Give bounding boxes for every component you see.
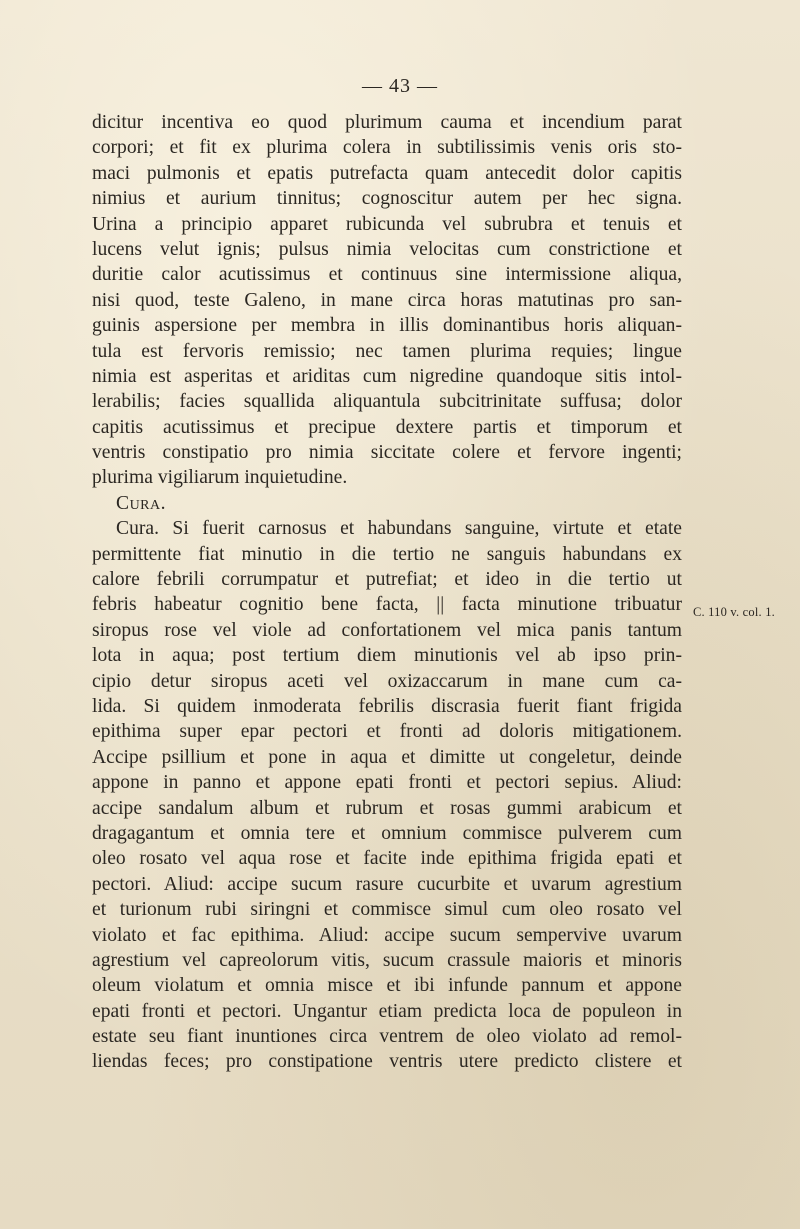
text-line: cipio detur siropus aceti vel oxizaccarum in mane cum ca- [92, 670, 682, 692]
section-heading-cura: Cura. [116, 492, 167, 514]
text-line: pectori. Aliud: accipe sucum rasure cucurbite et uvarum agrestium [92, 873, 682, 895]
text-line: epithima super epar pectori et fronti ad doloris mitigationem. [92, 721, 682, 743]
text-line: calore febrili corrumpatur et putrefiat; et ideo in die tertio ut [92, 569, 682, 591]
text-line: appone in panno et appone epati fronti et pectori sepius. Aliud: [92, 772, 682, 794]
text-line: siropus rose vel viole ad confortationem vel mica panis tantum [92, 619, 682, 641]
text-line-paragraph-end: plurima vigiliarum inquietudine. [92, 467, 348, 489]
text-line: maci pulmonis et epatis putrefacta quam antecedit dolor capitis [92, 162, 682, 184]
text-line-paragraph-start: Cura. Si fuerit carnosus et habundans sanguine, virtute et etate [116, 518, 682, 540]
text-line: guinis aspersione per membra in illis dominantibus horis aliquan- [92, 315, 682, 337]
text-line: et turionum rubi siringni et commisce simul cum oleo rosato vel [92, 899, 682, 921]
text-line: agrestium vel capreolorum vitis, sucum crassule maioris et minoris [92, 949, 682, 971]
text-line: liendas feces; pro constipatione ventris utere predicto clistere et [92, 1051, 682, 1073]
text-line: corpori; et fit ex plurima colera in subtilissimis venis oris sto- [92, 137, 682, 159]
text-line: lerabilis; facies squallida aliquantula subcitrinitate suffusa; dolor [92, 391, 682, 413]
page-number: — 43 — [362, 75, 438, 97]
text-line: nimia est asperitas et ariditas cum nigredine quandoque sitis intol- [92, 365, 682, 387]
text-line: duritie calor acutissimus et continuus sine intermissione aliqua, [92, 264, 682, 286]
text-line: nisi quod, teste Galeno, in mane circa horas matutinas pro san- [92, 289, 682, 311]
text-line: Accipe psillium et pone in aqua et dimitte ut congeletur, deinde [92, 746, 682, 768]
text-line: lucens velut ignis; pulsus nimia velocitas cum constrictione et [92, 238, 682, 260]
text-line: estate seu fiant inuntiones circa ventrem de oleo violato ad remol- [92, 1026, 682, 1048]
text-line: accipe sandalum album et rubrum et rosas gummi arabicum et [92, 797, 682, 819]
text-line: tula est fervoris remissio; nec tamen plurima requies; lingue [92, 340, 682, 362]
text-line: dicitur incentiva eo quod plurimum cauma et incendium parat [92, 112, 682, 133]
text-line: febris habeatur cognitio bene facta, || facta minutione tribuatur [92, 594, 682, 616]
text-line: capitis acutissimus et precipue dextere partis et timporum et [92, 416, 682, 438]
text-line: ventris constipatio pro nimia siccitate colere et fervore ingenti; [92, 442, 682, 464]
text-line: dragagantum et omnia tere et omnium commisce pulverem cum [92, 822, 682, 844]
text-line: oleo rosato vel aqua rose et facite inde epithima frigida epati et [92, 848, 682, 870]
text-line: violato et fac epithima. Aliud: accipe sucum sempervive uvarum [92, 924, 682, 946]
text-line: Urina a principio apparet rubicunda vel subrubra et tenuis et [92, 213, 682, 235]
text-line: nimius et aurium tinnitus; cognoscitur autem per hec signa. [92, 188, 682, 210]
text-line: lota in aqua; post tertium diem minutionis vel ab ipso prin- [92, 645, 682, 667]
text-line: permittente fiat minutio in die tertio ne sanguis habundans ex [92, 543, 682, 565]
body-text [92, 110, 682, 1075]
text-line: oleum violatum et omnia misce et ibi infunde pannum et appone [92, 975, 682, 997]
text-line: epati fronti et pectori. Ungantur etiam predicta loca de populeon in [92, 1000, 682, 1022]
margin-note: C. 110 v. col. 1. [693, 605, 775, 619]
text-line: lida. Si quidem inmoderata febrilis discrasia fuerit fiant frigida [92, 695, 682, 717]
